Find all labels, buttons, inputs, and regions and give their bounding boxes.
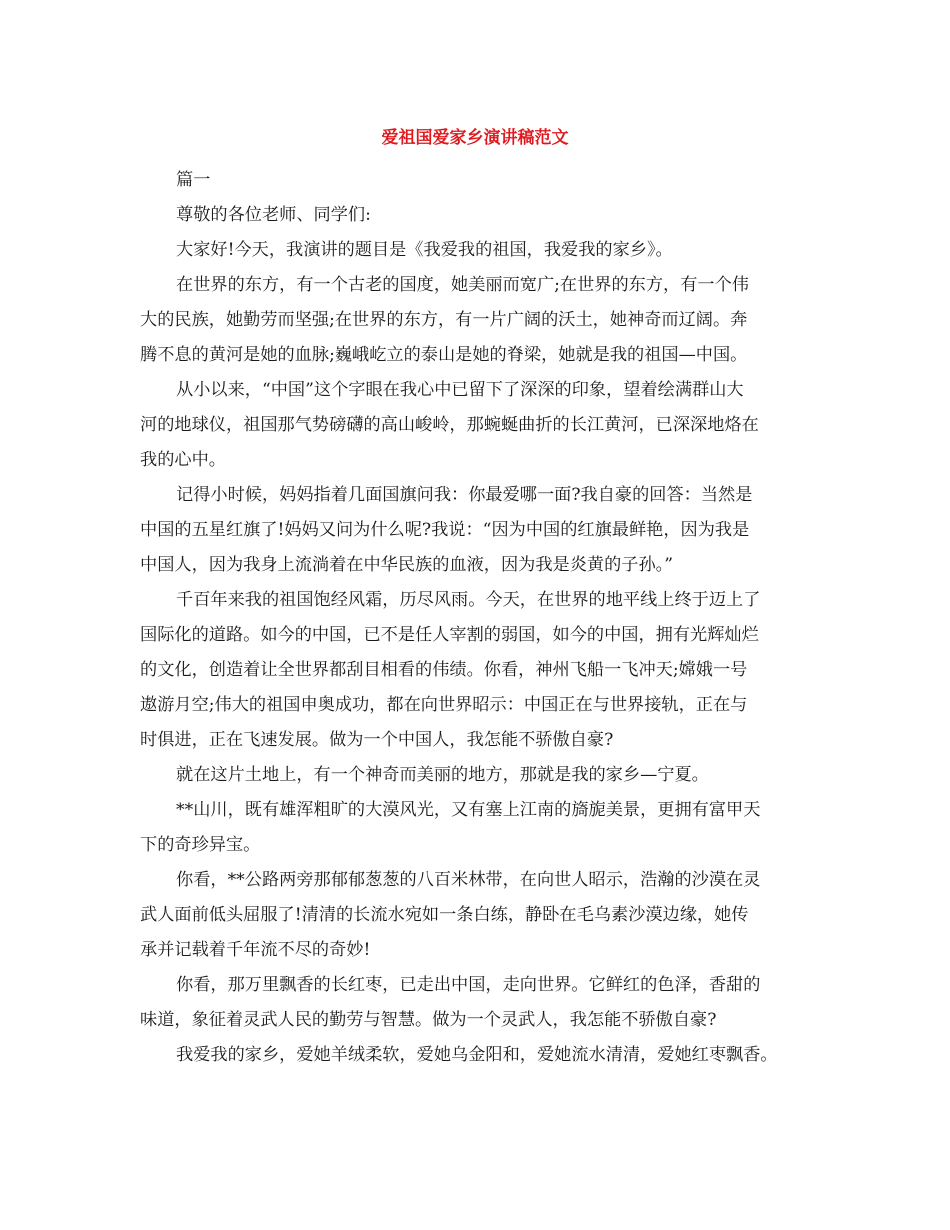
greeting-line: 大家好!今天，我演讲的题目是《我爱我的祖国，我爱我的家乡》。	[176, 240, 673, 260]
document-title: 爱祖国爱家乡演讲稿范文	[381, 128, 569, 148]
text-line: 武人面前低头屈服了!清清的长流水宛如一条白练，静卧在毛乌素沙漠边缘，她传	[140, 905, 749, 925]
salutation: 尊敬的各位老师、同学们:	[176, 205, 371, 225]
text-line: 的文化，创造着让全世界都刮目相看的伟绩。你看，神州飞船一飞冲天;嫦娥一号	[140, 660, 748, 680]
text-line: 中国的五星红旗了!妈妈又问为什么呢?我说：“因为中国的红旗最鲜艳，因为我是	[140, 520, 750, 540]
text-line: 味道，象征着灵武人民的勤劳与智慧。做为一个灵武人，我怎能不骄傲自豪?	[140, 1010, 717, 1030]
text-line: 大的民族，她勤劳而坚强;在世界的东方，有一片广阔的沃土，她神奇而辽阔。奔	[140, 310, 748, 330]
text-line: 时俱进，正在飞速发展。做为一个中国人，我怎能不骄傲自豪?	[140, 730, 614, 750]
text-line: 从小以来，“中国”这个字眼在我心中已留下了深深的印象，望着绘满群山大	[176, 380, 744, 400]
text-line: 国际化的道路。如今的中国，已不是任人宰割的弱国，如今的中国，拥有光辉灿烂	[140, 625, 759, 645]
text-line: 你看，那万里飘香的长红枣，已走出中国，走向世界。它鲜红的色泽，香甜的	[176, 975, 761, 995]
text-line: 中国人，因为我身上流淌着在中华民族的血液，因为我是炎黄的子孙。”	[140, 555, 674, 575]
text-line: 承并记载着千年流不尽的奇妙!	[140, 940, 371, 960]
text-line: 千百年来我的祖国饱经风霜，历尽风雨。今天，在世界的地平线上终于迈上了	[176, 590, 761, 610]
text-line: 记得小时候，妈妈指着几面国旗问我：你最爱哪一面?我自豪的回答：当然是	[176, 485, 753, 505]
text-line: 你看，**公路两旁那郁郁葱葱的八百米林带，在向世人昭示，浩瀚的沙漠在灵	[176, 870, 761, 890]
text-line: 我的心中。	[140, 450, 226, 470]
text-line: 就在这片土地上，有一个神奇而美丽的地方，那就是我的家乡—宁夏。	[176, 765, 709, 785]
text-line: 腾不息的黄河是她的血脉;巍峨屹立的泰山是她的脊梁，她就是我的祖国—中国。	[140, 345, 748, 365]
text-line: 我爱我的家乡，爱她羊绒柔软，爱她乌金阳和，爱她流水清清，爱她红枣飘香。	[176, 1045, 778, 1065]
text-line: 下的奇珍异宝。	[140, 835, 261, 855]
text-line: 遨游月空;伟大的祖国申奥成功，都在向世界昭示：中国正在与世界接轨，正在与	[140, 695, 748, 715]
text-line: **山川，既有雄浑粗旷的大漠风光，又有塞上江南的旖旎美景，更拥有富甲天	[176, 800, 761, 820]
text-line: 在世界的东方，有一个古老的国度，她美丽而宽广;在世界的东方，有一个伟	[176, 275, 749, 295]
section-heading: 篇一	[176, 170, 211, 190]
text-line: 河的地球仪，祖国那气势磅礴的高山峻岭，那蜿蜒曲折的长江黄河，已深深地烙在	[140, 415, 759, 435]
